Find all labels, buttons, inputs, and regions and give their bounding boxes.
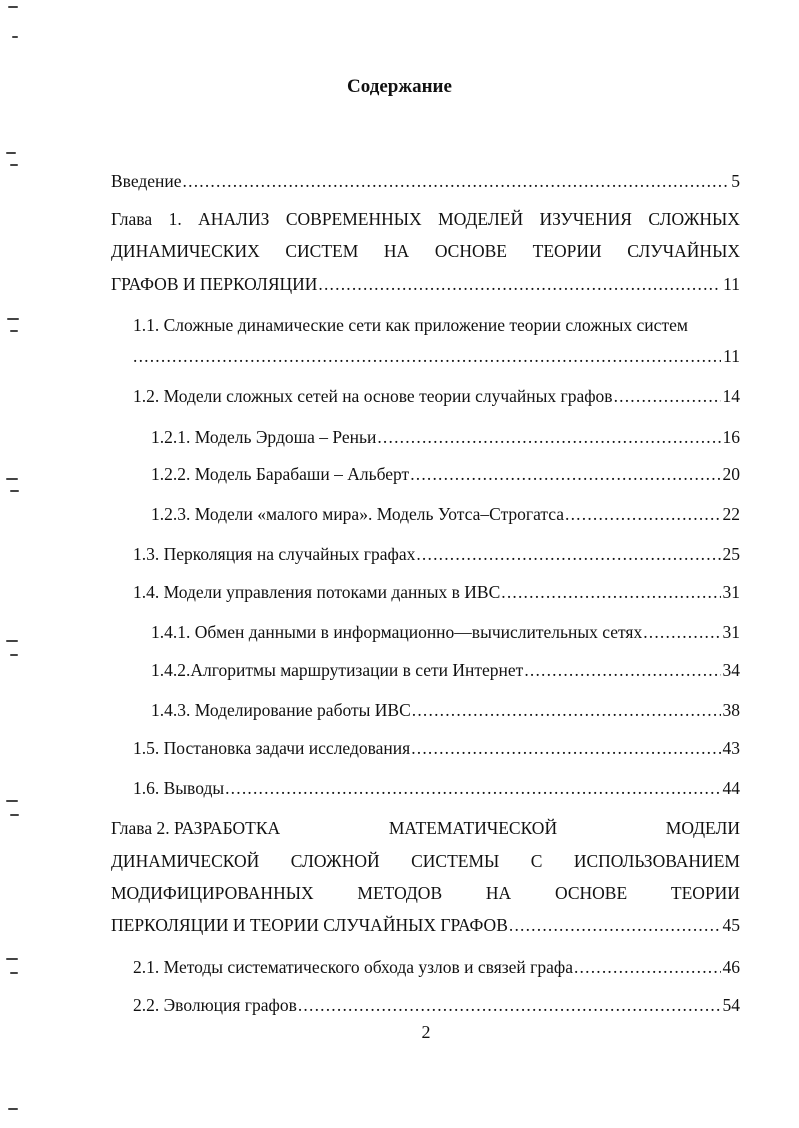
toc-word: МЕТОДОВ bbox=[357, 883, 443, 903]
toc-entry-1-2-2[interactable] bbox=[151, 463, 740, 485]
toc-entry-page: 54 bbox=[722, 995, 740, 1015]
dot-leader bbox=[183, 170, 730, 192]
toc-word: МАТЕМАТИЧЕСКОЙ bbox=[388, 818, 558, 838]
toc-word: СЛУЧАЙНЫХ bbox=[627, 241, 740, 261]
toc-entry-text: 1.2.1. Модель Эрдоша – Реньи bbox=[151, 427, 377, 447]
dot-leader bbox=[565, 503, 720, 525]
toc-entry-text: ПЕРКОЛЯЦИИ И ТЕОРИИ СЛУЧАЙНЫХ ГРАФОВ bbox=[111, 915, 508, 935]
toc-entry-text: 1.1. Сложные динамические сети как приложение теории сложных систем bbox=[133, 315, 688, 335]
toc-word: ИЗУЧЕНИЯ bbox=[539, 209, 632, 229]
toc-entry-page: 20 bbox=[722, 464, 740, 484]
toc-word: Глава bbox=[111, 209, 153, 229]
toc-word: ОСНОВЕ bbox=[554, 883, 628, 903]
toc-chapter-2-line-2[interactable] bbox=[111, 850, 740, 872]
scan-mark bbox=[8, 1108, 18, 1110]
toc-chapter-1-line-2[interactable] bbox=[111, 240, 740, 262]
toc-entry-text: 1.4.2.Алгоритмы маршрутизации в сети Интернет bbox=[151, 660, 524, 680]
toc-chapter-1-line-1[interactable] bbox=[111, 208, 740, 230]
toc-entry-1-4[interactable] bbox=[133, 581, 740, 603]
toc-entry-2-1[interactable] bbox=[133, 956, 740, 978]
dot-leader bbox=[614, 385, 721, 407]
dot-leader bbox=[509, 914, 721, 936]
toc-entry-text: 1.4.1. Обмен данными в информационно—вычислительных сетях bbox=[151, 622, 643, 642]
toc-entry-1-4-1[interactable] bbox=[151, 621, 740, 643]
toc-entry-1-1-leader[interactable] bbox=[133, 345, 740, 367]
toc-entry-page: 31 bbox=[722, 622, 740, 642]
toc-entry-text: Введение bbox=[111, 171, 182, 191]
toc-word: МОДЕЛИ bbox=[665, 818, 740, 838]
toc-entry-page: 46 bbox=[722, 957, 740, 977]
toc-entry-text: 1.5. Постановка задачи исследования bbox=[133, 738, 411, 758]
toc-word: СЛОЖНЫХ bbox=[648, 209, 740, 229]
toc-word: СЛОЖНОЙ bbox=[290, 851, 380, 871]
toc-word: 1. bbox=[168, 209, 182, 229]
toc-entry-text: 1.6. Выводы bbox=[133, 778, 225, 798]
toc-entry-1-2[interactable] bbox=[133, 385, 740, 407]
dot-leader bbox=[643, 621, 720, 643]
toc-entry-text: 1.4.3. Моделирование работы ИВС bbox=[151, 700, 411, 720]
toc-word: НА bbox=[383, 241, 410, 261]
toc-chapter-2-line-3[interactable] bbox=[111, 882, 740, 904]
toc-entry-page: 11 bbox=[723, 274, 740, 294]
toc-entry-page: 38 bbox=[722, 700, 740, 720]
toc-word: С bbox=[530, 851, 543, 871]
toc-word: ТЕОРИИ bbox=[670, 883, 740, 903]
dot-leader bbox=[412, 699, 721, 721]
dot-leader bbox=[410, 463, 720, 485]
toc-entry-1-3[interactable] bbox=[133, 543, 740, 565]
toc-entry-page: 14 bbox=[722, 386, 740, 406]
scan-mark bbox=[6, 800, 18, 802]
scan-mark bbox=[10, 330, 18, 332]
toc-word: СИСТЕМЫ bbox=[411, 851, 500, 871]
dot-leader bbox=[411, 737, 720, 759]
dot-leader bbox=[377, 426, 720, 448]
toc-entry-page: 16 bbox=[722, 427, 740, 447]
scan-mark bbox=[10, 814, 19, 816]
dot-leader bbox=[416, 543, 720, 565]
toc-word: ДИНАМИЧЕСКИХ bbox=[111, 241, 260, 261]
toc-word: ОСНОВЕ bbox=[434, 241, 507, 261]
toc-word: СИСТЕМ bbox=[285, 241, 359, 261]
dot-leader bbox=[298, 994, 721, 1016]
toc-word: МОДЕЛЕЙ bbox=[438, 209, 524, 229]
toc-entry-text: 2.2. Эволюция графов bbox=[133, 995, 297, 1015]
toc-entry-text: 1.2.2. Модель Барабаши – Альберт bbox=[151, 464, 410, 484]
toc-entry-page: 43 bbox=[722, 738, 740, 758]
toc-entry-text: 1.2.3. Модели «малого мира». Модель Уотса–Строгатса bbox=[151, 504, 565, 524]
toc-word: ДИНАМИЧЕСКОЙ bbox=[111, 851, 260, 871]
dot-leader bbox=[225, 777, 720, 799]
toc-word: ТЕОРИИ bbox=[532, 241, 602, 261]
toc-word: МОДИФИЦИРОВАННЫХ bbox=[111, 883, 314, 903]
toc-entry-intro[interactable] bbox=[111, 170, 740, 192]
toc-entry-text: 1.3. Перколяция на случайных графах bbox=[133, 544, 416, 564]
scan-mark bbox=[10, 654, 18, 656]
toc-word: СОВРЕМЕННЫХ bbox=[285, 209, 422, 229]
dot-leader bbox=[318, 273, 721, 295]
toc-entry-page: 45 bbox=[722, 915, 740, 935]
scan-mark bbox=[10, 490, 19, 492]
toc-word: АНАЛИЗ bbox=[198, 209, 270, 229]
toc-entry-1-6[interactable] bbox=[133, 777, 740, 799]
toc-chapter-1-line-3[interactable] bbox=[111, 273, 740, 295]
toc-entry-1-4-2[interactable] bbox=[151, 659, 740, 681]
page-number: 2 bbox=[421, 1022, 431, 1042]
scan-mark bbox=[10, 972, 18, 974]
toc-entry-1-1[interactable] bbox=[133, 314, 740, 336]
scan-mark bbox=[6, 478, 18, 480]
toc-entry-page: 44 bbox=[722, 778, 740, 798]
toc-entry-page: 11 bbox=[723, 346, 740, 366]
toc-word: Глава 2. РАЗРАБОТКА bbox=[111, 818, 281, 838]
toc-entry-page: 5 bbox=[731, 171, 740, 191]
toc-entry-1-2-3[interactable] bbox=[151, 503, 740, 525]
dot-leader bbox=[501, 581, 720, 603]
scan-mark bbox=[10, 164, 18, 166]
toc-entry-text: 1.2. Модели сложных сетей на основе теории случайных графов bbox=[133, 386, 613, 406]
toc-chapter-2-line-1[interactable] bbox=[111, 817, 740, 839]
toc-entry-page: 22 bbox=[722, 504, 740, 524]
toc-entry-1-2-1[interactable] bbox=[151, 426, 740, 448]
toc-entry-1-5[interactable] bbox=[133, 737, 740, 759]
scan-mark bbox=[12, 36, 18, 38]
toc-entry-1-4-3[interactable] bbox=[151, 699, 740, 721]
dot-leader bbox=[524, 659, 720, 681]
scan-mark bbox=[6, 958, 18, 960]
scan-mark bbox=[8, 6, 18, 8]
toc-entry-text: ГРАФОВ И ПЕРКОЛЯЦИИ bbox=[111, 274, 318, 294]
toc-entry-text: 1.4. Модели управления потоками данных в ИВС bbox=[133, 582, 501, 602]
toc-entry-page: 31 bbox=[722, 582, 740, 602]
toc-word: ИСПОЛЬЗОВАНИЕМ bbox=[573, 851, 740, 871]
toc-entry-2-2[interactable] bbox=[133, 994, 740, 1016]
toc-entry-page: 25 bbox=[722, 544, 740, 564]
toc-word: НА bbox=[485, 883, 512, 903]
toc-entry-text: 2.1. Методы систематического обхода узлов и связей графа bbox=[133, 957, 573, 977]
scan-mark bbox=[7, 318, 19, 320]
page-title: Содержание bbox=[347, 76, 452, 97]
scan-mark bbox=[6, 640, 18, 642]
toc-chapter-2-line-4[interactable] bbox=[111, 914, 740, 936]
toc-entry-page: 34 bbox=[722, 660, 740, 680]
dot-leader bbox=[133, 345, 721, 367]
scan-mark bbox=[6, 152, 16, 154]
dot-leader bbox=[574, 956, 721, 978]
